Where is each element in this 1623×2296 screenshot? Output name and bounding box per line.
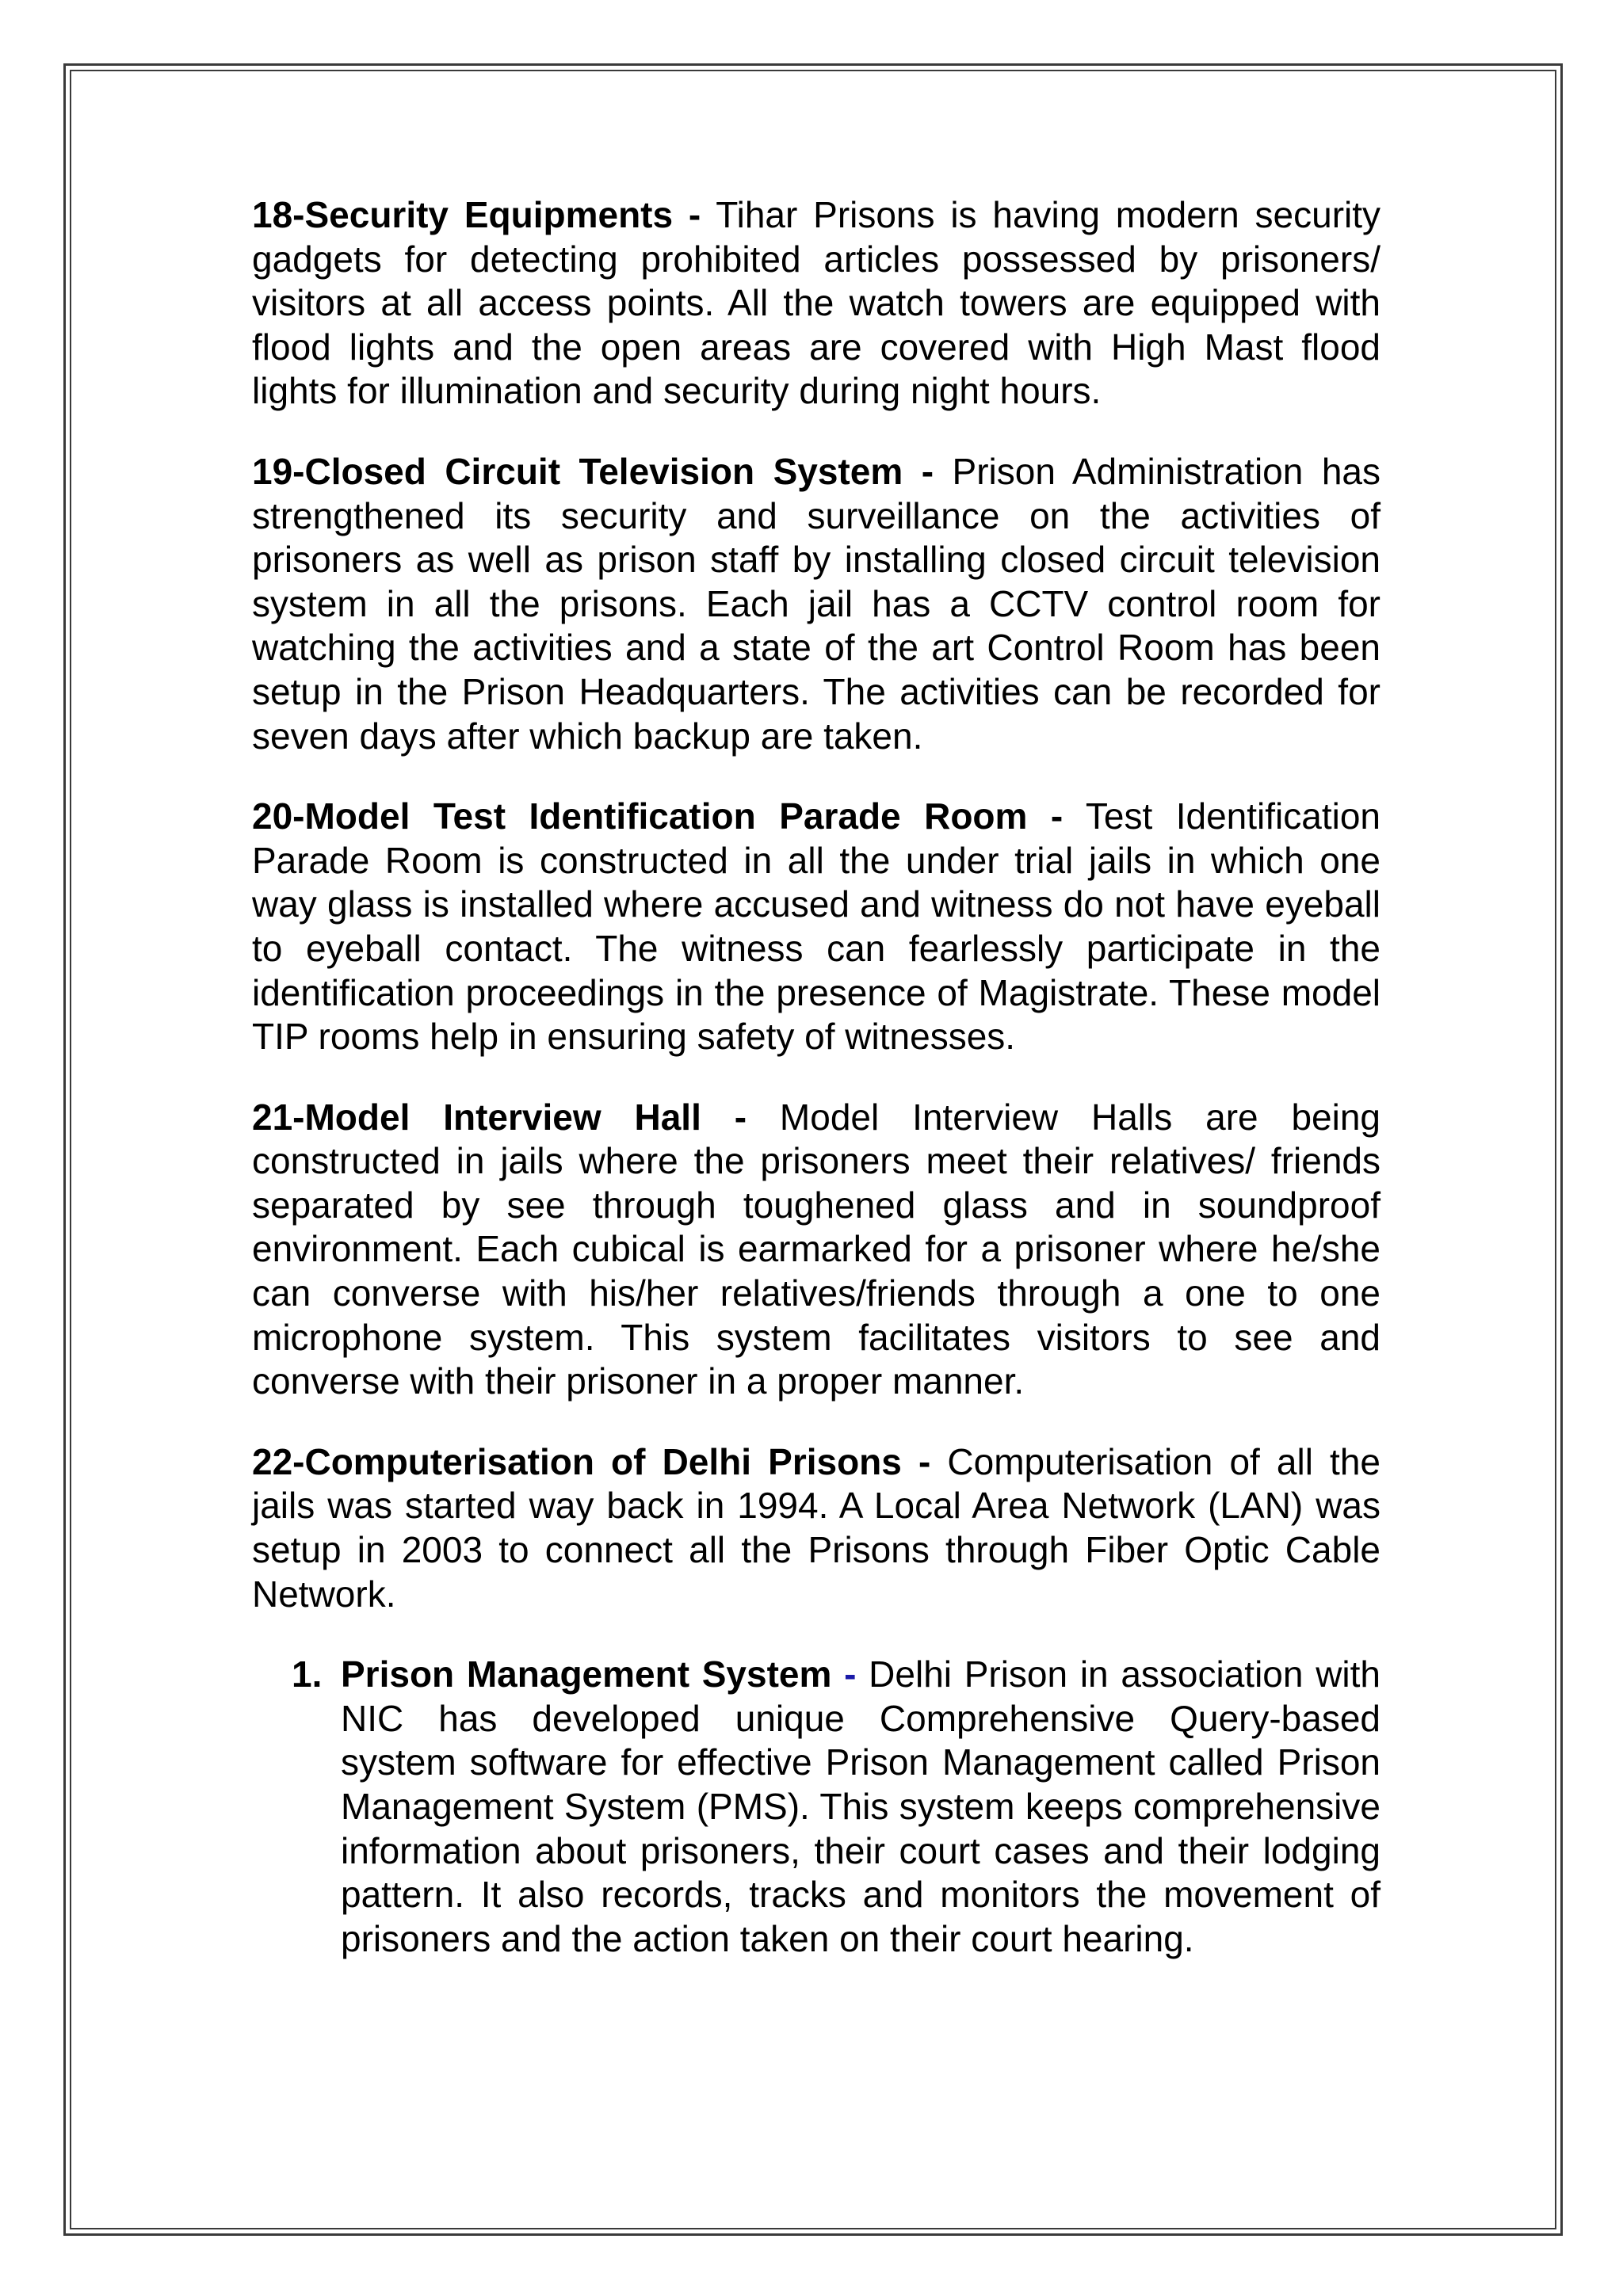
section-interview-hall	[252, 1096, 1381, 1404]
document-body	[252, 193, 1381, 1961]
section-heading: 21-Model Interview Hall -	[252, 1096, 747, 1138]
section-text: Model Interview Halls are being constructed in jails where the prisoners meet their relatives/ friends separated by see through toughened glass and in soundproof environment. Each cubical is earmarked for a prisoner where he/she can converse with his/her relatives/friends through a one to one microphone system. This system facilitates visitors to see and converse with their prisoner in a proper manner.	[252, 1096, 1381, 1402]
section-text: Tihar Prisons is having modern security gadgets for detecting prohibited articles possessed by prisoners/ visitors at all access points. All the watch towers are equipped with flood lights and the open areas are covered with High Mast flood lights for illumination and security during night hours.	[252, 194, 1381, 412]
list-item-dash: -	[844, 1653, 857, 1695]
section-heading: 18-Security Equipments -	[252, 194, 701, 235]
section-text: Test Identification Parade Room is constructed in all the under trial jails in which one way glass is installed where accused and witness do not have eyeball to eyeball contact. The witness can fearlessly participate in the identification proceedings in the presence of Magistrate. These model TIP rooms help in ensuring safety of witnesses.	[252, 795, 1381, 1058]
section-text: Prison Administration has strengthened its security and surveillance on the activities of prisoners as well as prison staff by installing closed circuit television system in all the prisons. Each jail has a CCTV control room for watching the activities and a state of the art Control Room has been setup in the Prison Headquarters. The activities can be recorded for seven days after which backup are taken.	[252, 450, 1381, 757]
list-item-number: 1.	[292, 1653, 323, 1695]
numbered-list	[252, 1653, 1381, 1961]
list-item-text: Delhi Prison in association with NIC has developed unique Comprehensive Query-based system software for effective Prison Management called Prison Management System (PMS). This system keeps comprehensive information about prisoners, their court cases and their lodging pattern. It also records, tracks and monitors the movement of prisoners and the action taken on their court hearing.	[341, 1653, 1381, 1959]
section-security-equipments	[252, 193, 1381, 414]
list-item-heading: Prison Management System	[341, 1653, 832, 1695]
list-item-prison-management-system	[252, 1653, 1381, 1961]
section-cctv-system	[252, 450, 1381, 758]
section-heading: 22-Computerisation of Delhi Prisons -	[252, 1440, 931, 1482]
section-heading: 19-Closed Circuit Television System -	[252, 450, 934, 492]
section-tip-room	[252, 795, 1381, 1059]
section-text: Computerisation of all the jails was started way back in 1994. A Local Area Network (LAN) was setup in 2003 to connect all the Prisons through Fiber Optic Cable Network.	[252, 1440, 1381, 1615]
section-heading: 20-Model Test Identification Parade Room -	[252, 795, 1064, 837]
section-computerisation	[252, 1440, 1381, 1616]
